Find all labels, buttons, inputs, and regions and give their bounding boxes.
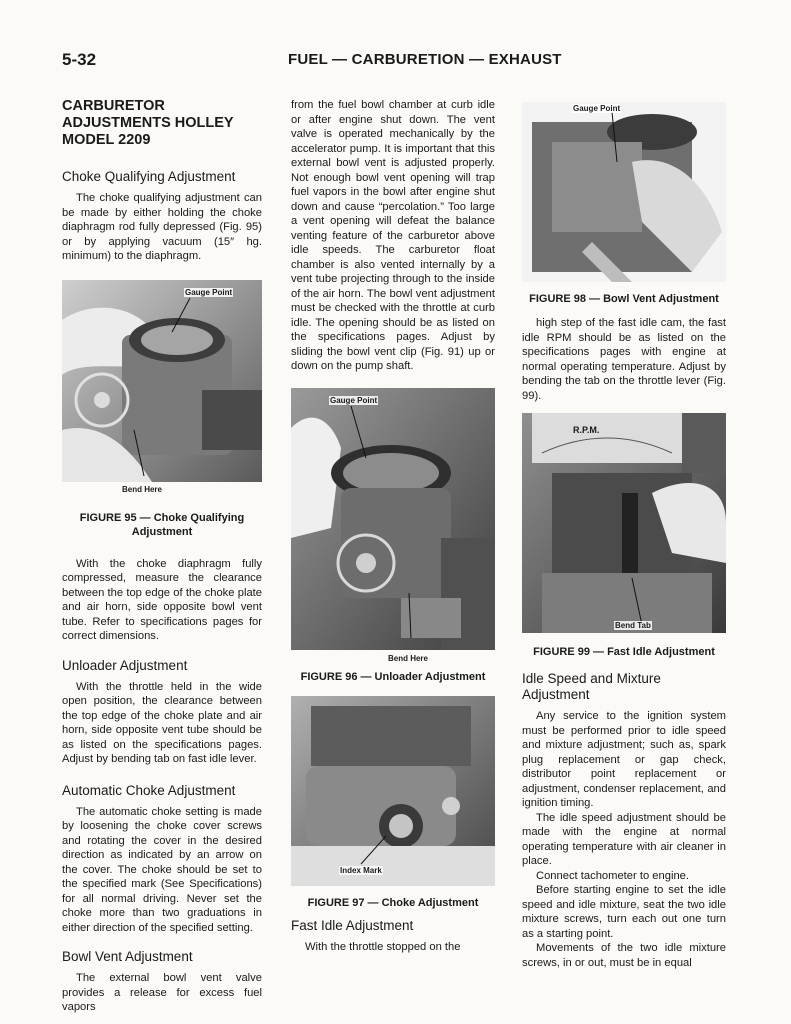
figure-98-photo: [522, 102, 726, 282]
figure-95-gauge-point-label: Gauge Point: [185, 287, 233, 297]
column-1: [62, 98, 262, 1015]
choke-qualifying-paragraph-1: The choke qualifying adjustment can be made by either holding the choke diaphragm rod fully depressed (Fig. 95) or by applying vacuum (15″ hg. minimum) to the diaphragm.: [62, 192, 262, 262]
figure-98: [522, 102, 726, 306]
figure-95-caption: FIGURE 95 — Choke Qualifying Adjustment: [79, 511, 245, 538]
idle-speed-paragraph-4: Before starting engine to set the idle speed and idle mixture, seat the two idle mixture screws, turn each out one turn as a starting point.: [522, 884, 726, 940]
idle-speed-paragraph-2: The idle speed adjustment should be made with the engine at normal operating temperature with air cleaner in place.: [522, 811, 726, 867]
column-2: [291, 98, 495, 954]
figure-99-photo: [522, 413, 726, 633]
figure-98-gauge-point-label: Gauge Point: [573, 104, 621, 113]
figure-95-photo: [62, 280, 262, 482]
idle-speed-paragraph-5: Movements of the two idle mixture screws, in or out, must be in equal: [522, 942, 726, 969]
running-title: FUEL — CARBURETION — EXHAUST: [288, 51, 562, 68]
figure-99-rpm-gauge-label: R.P.M.: [573, 425, 600, 435]
figure-99-caption: FIGURE 99 — Fast Idle Adjustment: [533, 646, 715, 658]
bowl-vent-paragraph: The external bowl vent valve provides a release for excess fuel vapors: [62, 972, 262, 1013]
automatic-choke-heading: Automatic Choke Adjustment: [62, 782, 236, 798]
idle-speed-paragraph-3: Connect tachometer to engine.: [536, 869, 689, 882]
fast-idle-heading: Fast Idle Adjustment: [291, 917, 414, 933]
bowl-vent-heading: Bowl Vent Adjustment: [62, 949, 193, 964]
choke-qualifying-heading: Choke Qualifying Adjustment: [62, 169, 236, 184]
figure-96-caption: FIGURE 96 — Unloader Adjustment: [300, 670, 486, 683]
column-3: [522, 102, 726, 970]
figure-99-bend-tab-label: Bend Tab: [615, 621, 651, 630]
figure-96-bend-here-label: Bend Here: [387, 653, 428, 663]
figure-97: [291, 696, 495, 910]
section-title: CARBURETOR ADJUSTMENTS HOLLEY MODEL 2209: [62, 98, 234, 148]
figure-97-photo: [291, 696, 495, 886]
fast-idle-paragraph: With the throttle stopped on the: [305, 940, 461, 953]
automatic-choke-paragraph: The automatic choke setting is made by loosening the choke cover screws and rotating the cover in the desired direction as indicated by an arrow on the cover. The choke should be set to the specified mark (See Specifications) for all normal driving. Never set the choke more than two graduations in either direction of the specified setting.: [62, 805, 262, 934]
choke-qualifying-paragraph-2: With the choke diaphragm fully compressed, measure the clearance between the top edge of the choke plate and air horn, side opposite bowl vent tube. Refer to specifications pages for correct dimensions.: [62, 557, 262, 642]
figure-98-caption: FIGURE 98 — Bowl Vent Adjustment: [529, 293, 719, 305]
page-number: 5-32: [62, 50, 97, 69]
figure-99: [522, 413, 726, 659]
idle-speed-heading: Idle Speed and Mixture Adjustment: [522, 671, 661, 702]
figure-96: [291, 388, 495, 684]
figure-97-caption: FIGURE 97 — Choke Adjustment: [307, 896, 479, 909]
figure-96-photo: [291, 388, 495, 650]
figure-97-index-mark-label: Index Mark: [340, 865, 382, 875]
figure-96-gauge-point-label: Gauge Point: [330, 395, 378, 405]
fast-idle-continued-paragraph: high step of the fast idle cam, the fast idle RPM should be as listed on the specifications pages with engine at normal operating temperature. Adjust by bending the tab on the throttle lever (Fig. 99).: [522, 317, 726, 402]
unloader-paragraph: With the throttle held in the wide open position, the clearance between the top edge of the choke plate and air horn, side opposite vent tube should be as listed on the specifications pages. Adjust by bending tab on fast idle lever.: [62, 680, 262, 765]
idle-speed-paragraph-1: Any service to the ignition system must be performed prior to idle speed and mixture adjustment; such as, spark plug replacement or gap check, distributor point replacement or adjustment, condenser replacement, and ignition timing.: [522, 710, 726, 809]
figure-95: [62, 280, 262, 539]
figure-95-bend-here-label: Bend Here: [121, 484, 162, 494]
bowl-vent-continued-paragraph: from the fuel bowl chamber at curb idle or after engine shut down. The vent valve is operated mechanically by the accelerator pump. It is important that this external bowl vent is adjusted properly. Not enough bowl vent opening will trap fuel vapors in the bowl after engine shut down and cause “percolation.” Too large a vent opening will defeat the balance venting feature of the carburetor above idle speeds. The carburetor float chamber is also vented internally by a vent tube projecting through to the inside of the air horn. The bowl vent adjustment must be checked with the throttle at curb idle. The opening should be as listed on the specifications pages. Adjust by sliding the bowl vent clip (Fig. 91) up or down on the pump shaft.: [291, 99, 495, 372]
unloader-heading: Unloader Adjustment: [62, 657, 188, 673]
